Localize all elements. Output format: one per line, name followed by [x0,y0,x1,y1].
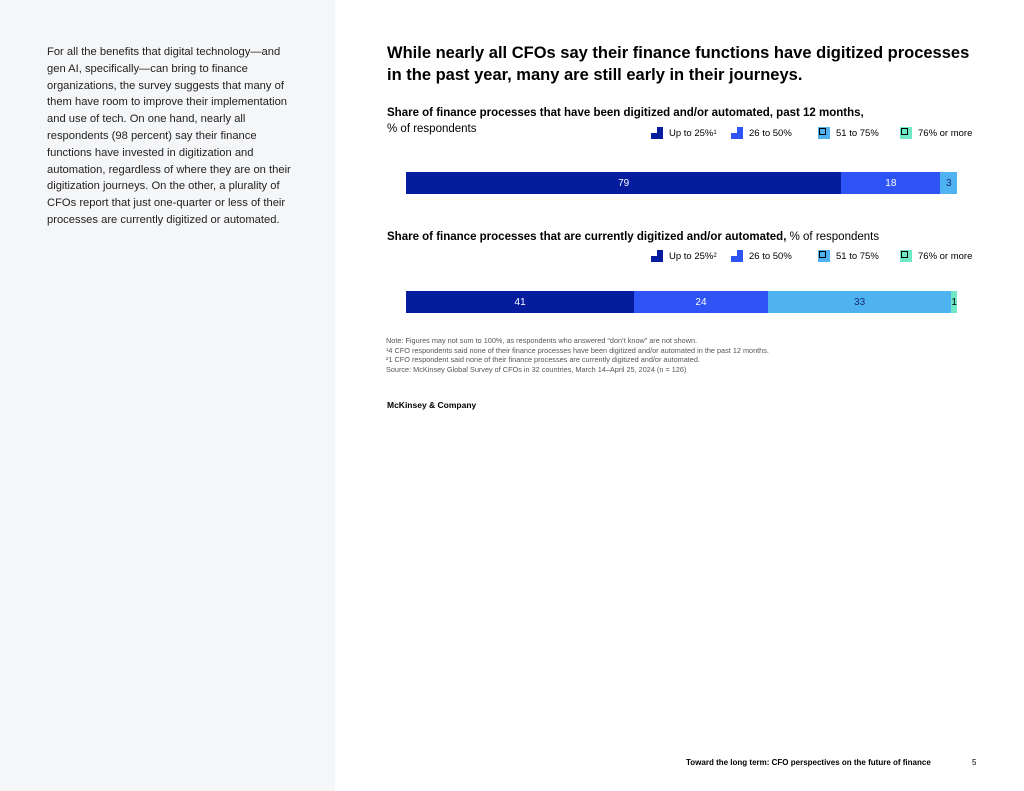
legend-swatch [731,127,743,139]
bar-segment [951,291,957,313]
data-label: 41 [514,296,526,308]
chart-1-title-rest: % of respondents [387,123,477,135]
legend-item [731,127,792,139]
brand-name: McKinsey & Company [387,400,477,410]
legend-item: Up to 25% 1 [651,127,717,139]
legend-label: 76% or more [918,127,973,139]
note-line: Source: McKinsey Global Survey of CFOs in 32 countries, March 14–April 25, 2024 (n = 126) [386,364,687,374]
footer-title: Toward the long term: CFO perspectives on the future of finance [686,758,931,767]
legend-label: Up to 25% [669,250,714,262]
page-headline: While nearly all CFOs say their finance functions have digitized processes in the past year, many are still early in their journeys. [387,44,970,84]
chart-2-bar [406,291,957,313]
legend-swatch [900,127,912,139]
legend-label: 51 to 75% [836,250,879,262]
legend-swatch [900,250,912,262]
page-number: 5 [972,758,977,767]
chart-2-title-rest: % of respondents [789,231,880,243]
legend-label: 76% or more [918,250,973,262]
legend-label: 51 to 75% [836,127,879,139]
data-label: 1 [951,296,957,308]
data-label: 18 [885,177,897,189]
data-label: 33 [854,296,866,308]
legend-swatch [818,127,830,139]
bar-segment [841,172,940,194]
legend-item: Up to 25% 2 [651,250,717,262]
legend-swatch [651,250,663,262]
data-label: 3 [945,177,952,189]
chart-notes [386,336,946,374]
chart-2-title [387,229,977,245]
chart-1-title-bold: Share of finance processes that have been digitized and/or automated, past 12 months, [387,107,864,119]
legend-label: 26 to 50% [749,127,792,139]
data-label: 24 [695,296,707,308]
legend-swatch [651,127,663,139]
note-line: ²1 CFO respondent said none of their finance processes are currently digitized and/or automated. [386,355,700,365]
data-label: 79 [618,177,630,189]
legend-label: 26 to 50% [749,250,792,262]
note-line: Note: Figures may not sum to 100%, as respondents who answered “don’t know” are not shown. [386,336,698,345]
body-paragraph: For all the benefits that digital technology—and gen AI, specifically—can bring to finance organizations, the survey suggests that many of them have room to improve their implementation and use of tech. On one hand, nearly all respondents (98 percent) say their finance functions have invested in digitization and automation, regardless of where they are on their digitization journeys. On the other, a plurality of CFOs report that just one-quarter or less of their processes are currently digitized or automated. [47,46,291,226]
bar-segment [406,172,841,194]
legend-item [818,250,879,262]
chart-2-title-bold: Share of finance processes that are currently digitized and/or automated, [387,231,787,243]
bar-segment [940,172,957,194]
legend-item [731,250,792,262]
legend-swatch [731,250,743,262]
sidebar-panel [0,0,335,791]
legend-item [818,127,879,139]
bar-segment [634,291,768,313]
note-line: ¹4 CFO respondents said none of their finance processes have been digitized and/or automated in the past 12 months. [386,345,769,355]
legend-item [900,250,972,262]
legend-label: Up to 25% [669,127,714,139]
chart-1-bar [406,172,957,194]
legend-item [900,127,972,139]
legend-swatch [818,250,830,262]
bar-segment [768,291,952,313]
bar-segment [406,291,634,313]
